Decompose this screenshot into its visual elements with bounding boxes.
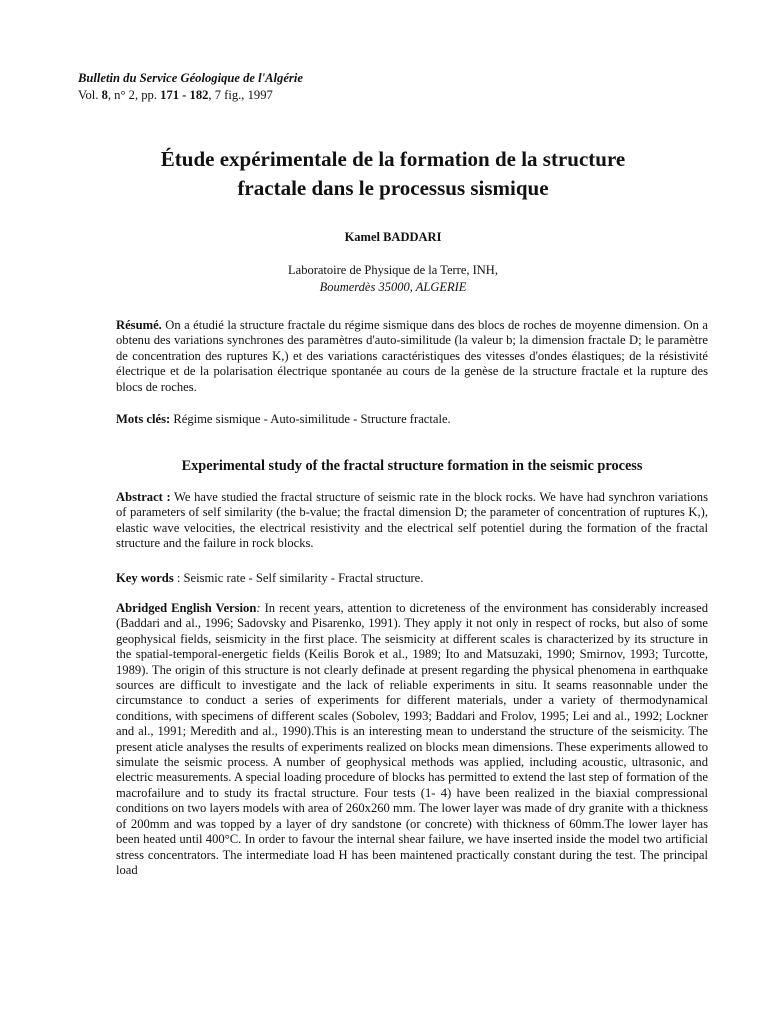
abridged-label: Abridged English Version — [116, 601, 257, 615]
title-line-1: Étude expérimentale de la formation de la structure — [160, 147, 626, 171]
ref-prefix: Vol. — [78, 88, 102, 102]
resume-label: Résumé. — [116, 318, 162, 332]
ref-suffix: , 7 fig., 1997 — [208, 88, 273, 102]
volume-number: 8 — [101, 88, 108, 102]
resume-text: On a étudié la structure fractale du régime sismique dans des blocs de roches de moyenne dimension. On a obtenu des variations synchrones des paramètres d'auto-similitude (la valeur b; la dimension fractale D; le paramètre de concentration des ruptures K,) et des variations caractéristiques des vitesses d'ondes élastiques; de la résistivité électrique et de la polarisation électrique spontanée au cours de la genèse de la structure fractale et la rupture des blocs de roches. — [116, 318, 708, 394]
key-words-text: : Seismic rate - Self similarity - Fractal structure. — [173, 571, 424, 585]
resume-paragraph — [116, 318, 708, 395]
abridged-version-paragraph — [116, 601, 708, 878]
abstract-label: Abstract : — [116, 490, 171, 504]
affiliation-lab: Laboratoire de Physique de la Terre, INH, — [288, 263, 498, 277]
author-name: Kamel BADDARI — [344, 230, 442, 244]
english-title: Experimental study of the fractal structure formation in the seismic process — [181, 458, 643, 474]
key-words-label: Key words — [116, 571, 174, 585]
affiliation — [78, 262, 708, 296]
mots-cles-text: Régime sismique - Auto-similitude - Structure fractale. — [170, 412, 451, 426]
title-line-2: fractale dans le processus sismique — [237, 176, 549, 200]
key-words-paragraph — [116, 571, 708, 586]
abstract-text: We have studied the fractal structure of seismic rate in the block rocks. We have had synchron variations of parameters of self similarity (the b-value; the fractal dimension D; the parameter of concentration of ruptures K,), elastic wave velocities, the electrical resistivity and the electrical self potentiel during the formation of the fractal structure and the failure in rock blocks. — [116, 490, 708, 551]
abridged-text: In recent years, attention to dicreteness of the environment has considerably increased (Baddari and al., 1996; Sadovsky and Pisarenko, 1991). They apply it not only in respect of rocks, but also of some geophysical fields, seismicity in the first place. The seismicity at different scales is characterized by its structure in the spatial-temporal-energetic fields (Keilis Borok et al., 1989; Ito and Matsuzaki, 1990; Smirnov, 1993; Turcotte, 1989). The origin of this structure is not clearly definade at present regarding the physical phenomena in earthquake sources are difficult to investigate and the lack of reliable experiments in situ. It seams reasonnable under the circumstance to conduct a series of experiments for different materials, under a variety of thermodynamical conditions, with specimens of different scales (Sobolev, 1993; Baddari and Frolov, 1995; Lei and al., 1992; Lockner and al., 1991; Meredith and al., 1990).This is an interesting mean to understand the structure of the seismicity. The present aticle analyses the results of experiments realized on blocks mean dimensions. These experiments allowed to simulate the seismic process. A number of geophysical methods was applied, including acoustic, ultrasonic, and electric measurements. A special loading procedure of blocks has permitted to extend the last step of formation of the macrofailure and to study its fractal structure. Four tests (1- 4) have been realized in the biaxial compressional conditions on two layers models with area of 260x260 mm. The lower layer was made of dry granite with a thickness of 200mm and was topped by a layer of dry sandstone (or concrete) with thickness of 60mm.The lower layer has been heated until 400°C. In order to favour the internal shear failure, we have inserted inside the model two artificial stress concentrators. The intermediate load H has been maintened practically constant during the test. The principal load — [116, 601, 708, 877]
journal-name: Bulletin du Service Géologique de l'Algérie — [78, 71, 303, 85]
paper-title — [78, 145, 708, 203]
ref-middle: , n° 2, pp. — [107, 88, 161, 102]
abridged-colon: : — [256, 601, 261, 615]
mots-cles-paragraph — [116, 412, 708, 427]
page-range: 171 - 182 — [160, 88, 209, 102]
journal-reference — [78, 87, 303, 104]
journal-header — [78, 70, 303, 104]
mots-cles-label: Mots clés: — [116, 412, 171, 426]
abstract-paragraph — [116, 490, 708, 552]
affiliation-city: Boumerdès 35000, ALGERIE — [319, 280, 467, 294]
